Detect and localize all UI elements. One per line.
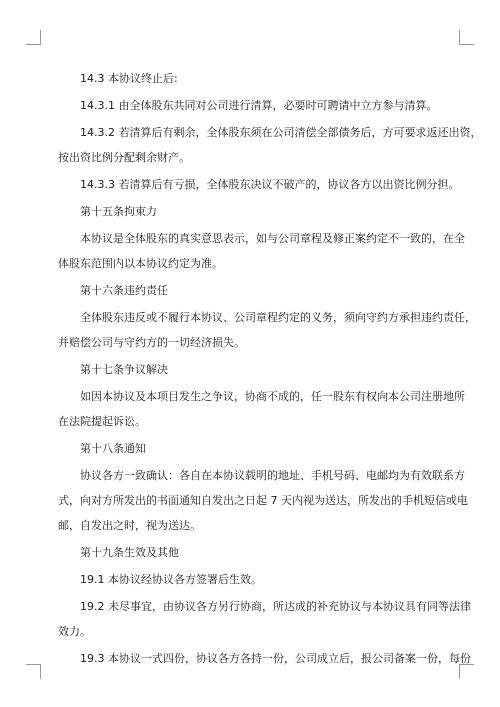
paragraph	[58, 594, 471, 644]
section-heading	[80, 199, 450, 224]
section-heading	[80, 436, 450, 461]
text-line: 并赔偿公司与守约方的一切经济损失。	[58, 336, 245, 349]
paragraph	[58, 646, 471, 671]
paragraph	[58, 120, 482, 170]
document-body	[58, 66, 482, 673]
text-line: 14.3 本协议终止后:	[80, 72, 178, 85]
text-line: 第十五条拘束力	[80, 205, 157, 218]
text-line: 本协议是全体股东的真实意思表示，如与公司章程及修正案约定不一致的，在全	[80, 232, 465, 245]
crop-mark-top-right	[459, 30, 474, 45]
text-line: 体股东范围内以本协议约定为准。	[58, 257, 223, 270]
paragraph	[58, 66, 450, 91]
text-line: 第十九条生效及其他	[80, 546, 179, 559]
crop-mark-top-left	[26, 30, 41, 45]
text-line: 效力。	[58, 625, 91, 638]
text-line: 19.3 本协议一式四份，协议各方各持一份，公司成立后，报公司备案一份，每份	[80, 652, 471, 665]
text-line: 按出资比例分配剩余财产。	[58, 151, 190, 164]
text-line: 在法院提起诉讼。	[58, 415, 146, 428]
text-line: 协议各方一致确认：各自在本协议载明的地址、手机号码、电邮均为有效联系方	[80, 469, 465, 482]
section-heading	[80, 540, 450, 565]
text-line: 14.3.1 由全体股东共同对公司进行清算，必要时可聘请中立方参与清算。	[80, 99, 438, 112]
crop-mark-bottom-left	[26, 664, 41, 679]
text-line: 第十八条通知	[80, 442, 146, 455]
text-line: 19.1 本协议经协议各方签署后生效。	[80, 573, 262, 586]
text-line: 邮，自发出之时，视为送达。	[58, 519, 201, 532]
paragraph	[58, 226, 465, 276]
paragraph	[58, 567, 450, 592]
text-line: 14.3.2 若清算后有剩余，全体股东须在公司清偿全部债务后，方可要求返还出资，	[80, 126, 482, 139]
paragraph	[58, 172, 460, 197]
paragraph	[58, 93, 450, 118]
text-line: 如因本协议及本项目发生之争议，协商不成的，任一股东有权向本公司注册地所	[80, 390, 465, 403]
section-heading	[80, 278, 450, 303]
text-line: 第十六条违约责任	[80, 284, 168, 297]
paragraph	[58, 305, 476, 355]
text-line: 式，向对方所发出的书面通知自发出之日起 7 天内视为送达，所发出的手机短信或电	[58, 494, 468, 507]
text-line: 19.2 未尽事宜，由协议各方另行协商，所达成的补充协议与本协议具有同等法律	[80, 600, 471, 613]
section-heading	[80, 357, 450, 382]
text-line: 全体股东违反或不履行本协议、公司章程约定的义务，须向守约方承担违约责任，	[80, 311, 476, 324]
text-line: 14.3.3 若清算后有亏损，全体股东决议不破产的，协议各方以出资比例分担。	[80, 178, 460, 191]
paragraph	[58, 463, 468, 538]
text-line: 第十七条争议解决	[80, 363, 168, 376]
paragraph	[58, 384, 465, 434]
